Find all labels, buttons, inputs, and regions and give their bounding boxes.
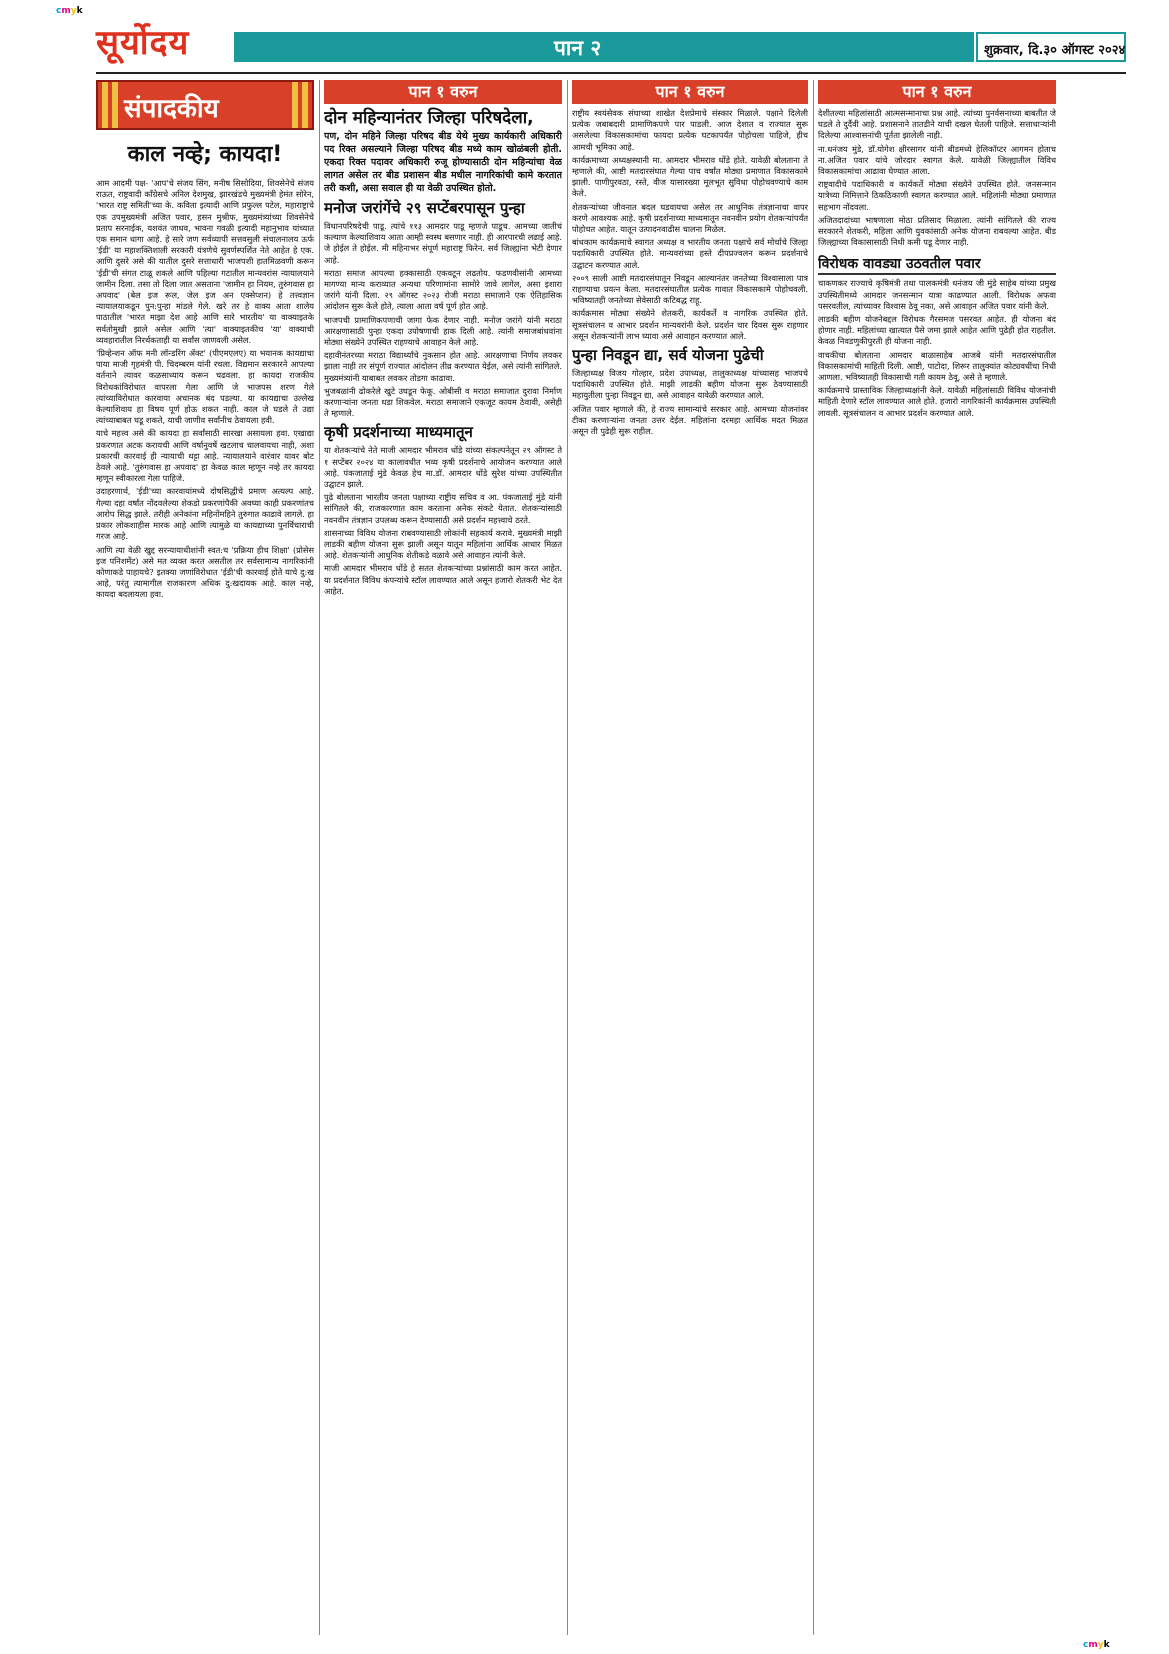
article-paragraph: राष्ट्रीय स्वयंसेवक संघाच्या शाखेत देशप्रेमाचे संस्कार मिळाले. पक्षाने दिलेली प्रत्येक जबाबदारी प्रामाणिकपणे पार पाडली. आज देशात व राज्यात सुरू असलेल्या विकासकामांचा फायदा प्रत्येक घटकापर्यंत पोहोचला पाहिजे, हीच आमची भूमिका आहे. xyxy=(572,108,808,152)
newspaper-logo: सूर्योदय xyxy=(96,23,190,63)
editorial-paragraph: याचे महत्त्व असे की कायदा हा सर्वांसाठी सारखा असायला हवा. एखाद्या प्रकरणात अटक करायची आणि वर्षानुवर्षे खटलाच चालवायचा नाही, अशा प्रकारची कारवाई ही न्यायाची थट्टा आहे. न्यायालयाने वारंवार यावर बोट ठेवले आहे. 'तुरुंगवास हा अपवाद' हा केवळ काल म्हणून नव्हे तर कायदा म्हणून स्वीकारला गेला पाहिजे. xyxy=(96,428,314,484)
editorial-column xyxy=(96,80,314,1635)
editorial-section-banner xyxy=(96,80,314,130)
article-paragraph: राष्ट्रवादीचे पदाधिकारी व कार्यकर्ते मोठ्या संख्येने उपस्थित होते. जनसन्मान यात्रेच्या निमित्ताने ठिकठिकाणी स्वागत करण्यात आले. महिलांनी मोठ्या प्रमाणात सहभाग नोंदवला. xyxy=(818,179,1056,212)
continued-from-page1-tab: पान १ वरुन xyxy=(324,80,562,104)
article-paragraph: कार्यक्रमाचे प्रास्ताविक जिल्हाध्यक्षांनी केले. यावेळी महिलांसाठी विविध योजनांची माहिती देणारे स्टॉल लावण्यात आले होते. हजारो नागरिकांनी कार्यक्रमास उपस्थिती लावली. सूत्रसंचालन व आभार प्रदर्शन करण्यात आले. xyxy=(818,385,1056,418)
cmyk-m: m xyxy=(1088,1640,1098,1650)
article-paragraph: भुजबळांनी ढोकरेले खुटे उघडून फेकू. ओबीसी व मराठा समाजात दुरावा निर्माण करणाऱ्यांना जनता धडा शिकवेल. मराठा समाजाने एकजूट कायम ठेवावी, असेही ते म्हणाले. xyxy=(324,385,562,419)
news-column-3 xyxy=(572,80,808,1635)
header-rule xyxy=(96,72,1126,74)
issue-date: शुक्रवार, दि.३० ऑगस्ट २०२४ xyxy=(976,32,1126,62)
article-headline: कृषी प्रदर्शनाच्या माध्यमातून xyxy=(324,423,473,442)
article-paragraph: अजितदादांच्या भाषणाला मोठा प्रतिसाद मिळाला. त्यांनी सांगितले की राज्य सरकारने शेतकरी, महिला आणि युवकांसाठी अनेक योजना राबवल्या आहेत. बीड जिल्ह्याच्या विकासासाठी निधी कमी पडू देणार नाही. xyxy=(818,214,1056,248)
article-paragraph: दहावीनंतरच्या मराठा विद्यार्थ्यांचे नुकसान होत आहे. आरक्षणाचा निर्णय लवकर झाला नाही तर संपूर्ण राज्यात आंदोलन तीव्र करण्यात येईल, असे त्यांनी सांगितले. मुख्यमंत्र्यांनी याबाबत लवकर तोडगा काढावा. xyxy=(324,350,562,383)
continued-from-page1-tab: पान १ वरुन xyxy=(818,80,1056,104)
article-paragraph: मराठा समाज आपल्या हक्कासाठी एकवटून लढतोय. फडणवीसांनी आमच्या मागण्या मान्य कराव्यात अन्यथा परिणामांना सामोरे जावे लागेल, असा इशारा जरांगे यांनी दिला. २९ ऑगस्ट २०२३ रोजी मराठा समाजाने एक ऐतिहासिक आंदोलन सुरू केले होते, त्याला आता वर्ष पूर्ण होत आहे. xyxy=(324,267,562,312)
cmyk-y: y xyxy=(70,6,77,16)
article-paragraph: लाडकी बहीण योजनेबद्दल विरोधक गैरसमज पसरवत आहेत. ही योजना बंद होणार नाही. महिलांच्या खात्यात पैसे जमा झाले आहेत आणि पुढेही होत राहतील. केवळ निवडणुकीपुरती ही योजना नाही. xyxy=(818,314,1056,347)
article-paragraph: या शेतकऱ्यांचे नेते माजी आमदार भीमराव धोंडे यांच्या संकल्पनेतून २९ ऑगस्ट ते १ सप्टेंबर २०२४ या कालावधीत भव्य कृषी प्रदर्शनाचे आयोजन करण्यात आले आहे. पंकजाताई मुंडे केवळ हेच मा.डॉ. आमदार धोंडे सुरेश यांच्या उपस्थितीत उद्घाटन झाले. xyxy=(324,445,562,490)
article-paragraph: वाचकीचा बोलताना आमदार बाळासाहेब आजबे यांनी मतदारसंघातील विकासकामांची माहिती दिली. आष्टी, पाटोदा, शिरूर तालुक्यांत कोट्यवधींचा निधी आणला. भविष्यातही विकासाची गती कायम ठेवू, असे ते म्हणाले. xyxy=(818,349,1056,383)
article-paragraph: भाजपची प्रामाणिकपणाची जागा फेक देणार नाही. मनोज जरांगे यांनी मराठा आरक्षणासाठी पुन्हा एकदा उपोषणाची हाक दिली आहे. त्यांनी समाजबांधवांना मोठ्या संख्येने उपस्थित राहण्याचे आवाहन केले आहे. xyxy=(324,314,562,348)
article-paragraph: विधानपरिषदेची पाडू. त्यांचे ११३ आमदार पाडू म्हणजे पाडूच. आमच्या जातीचं कल्याण केल्याशिवाय आता आम्ही स्वस्थ बसणार नाही. ही आरपारची लढाई आहे. जे होईल ते होईल. मी महिनाभर संपूर्ण महाराष्ट्र फिरेन. सर्व जिल्ह्यांना भेटी देणार आहे. xyxy=(324,221,562,265)
cmyk-c: c xyxy=(1083,1640,1089,1650)
cmyk-k: k xyxy=(1103,1640,1110,1650)
cmyk-y: y xyxy=(1097,1640,1104,1650)
article-paragraph: अजित पवार म्हणाले की, हे राज्य सामान्यांचे सरकार आहे. आमच्या योजनांवर टीका करणाऱ्यांना जनता उत्तर देईल. महिलांना दरमहा आर्थिक मदत मिळत असून ती पुढेही सुरू राहील. xyxy=(572,403,808,437)
article-paragraph: कार्यक्रमास मोठ्या संख्येने शेतकरी, कार्यकर्ते व नागरिक उपस्थित होते. सूत्रसंचालन व आभार प्रदर्शन मान्यवरांनी केले. प्रदर्शन चार दिवस सुरू राहणार असून शेतकऱ्यांनी लाभ घ्यावा असे आवाहन करण्यात आले. xyxy=(572,308,808,341)
page-bar xyxy=(234,32,974,62)
article-paragraph: २००९ साली आष्टी मतदारसंघातून निवडून आल्यानंतर जनतेच्या विश्वासाला पात्र राहण्याचा प्रयत्न केला. मतदारसंघातील प्रत्येक गावात विकासकामे पोहोचवली. भविष्यातही जनतेच्या सेवेसाठी कटिबद्ध राहू. xyxy=(572,272,808,306)
article-paragraph: चाकणकर राज्याचे कृषिमंत्री तथा पालकमंत्री धनंजय जी मुंडे साहेब यांच्या प्रमुख उपस्थितीमध्ये आमदार जनसन्मान यात्रा काढण्यात आली. विरोधक अफवा पसरवतील, त्यांच्यावर विश्वास ठेवू नका, असे आवाहन अजित पवार यांनी केले. xyxy=(818,278,1056,311)
editorial-paragraph: उदाहरणार्थ, 'ईडी'च्या कारवायांमध्ये दोषसिद्धीचे प्रमाण अत्यल्प आहे. गेल्या दहा वर्षांत नोंदवलेल्या शेकडो प्रकरणांपैकी अवघ्या काही प्रकरणांतच आरोप सिद्ध झाले. तरीही अनेकांना महिनोंमहिने तुरुंगात काढावे लागले. हा प्रकार लोकशाहीस मारक आहे आणि त्यामुळे या कायद्याच्या पुनर्विचाराची गरज आहे. xyxy=(96,486,314,542)
cmyk-k: k xyxy=(76,6,83,16)
article-headline: विरोधक वावड्या उठवतील पवार xyxy=(818,254,1056,275)
article-headline: मनोज जरांगेंचे २९ सप्टेंबरपासून पुन्हा xyxy=(324,199,525,217)
article-paragraph: पुढे बोलताना भारतीय जनता पक्षाच्या राष्ट्रीय सचिव व आ. पंकजाताई मुंडे यांनी सांगितले की, राजकारणात काम करताना अनेक संकटे येतात. शेतकऱ्यांसाठी नवनवीन तंत्रज्ञान उपलब्ध करून देण्यासाठी असे प्रदर्शन महत्त्वाचे ठरते. xyxy=(324,492,562,525)
news-column-2 xyxy=(324,80,562,1635)
cmyk-registration-mark-top xyxy=(56,6,83,16)
page-label: पान २ xyxy=(554,36,602,60)
article-headline: पुन्हा निवडून द्या, सर्व योजना पुढेची xyxy=(572,346,764,365)
article-paragraph: ना.धनंजय मुंडे, डॉ.योगेश क्षीरसागर यांनी बीडमध्ये हेलिकॉप्टर आगमन होताच ना.अजित पवार यांचे जोरदार स्वागत केले. यावेळी जिल्ह्यातील विविध विकासकामांचा आढावा घेण्यात आला. xyxy=(818,143,1056,177)
editorial-paragraph: आम आदमी पक्ष- 'आप'चे संजय सिंग, मनीष सिसोदिया, शिवसेनेचे संजय राऊत, राष्ट्रवादी काँग्रेसचे अनिल देशमुख, झारखंडचे मुख्यमंत्री हेमंत सोरेन, 'भारत राष्ट्र समिती'च्या के. कविता इत्यादी आणि प्रफुल्ल पटेल, महाराष्ट्राचे एक उपमुख्यमंत्री अजित पवार, हसन मुश्रीफ, मुख्यमंत्र्यांच्या शिवसेनेचे प्रताप सरनाईक, यशवंत जाधव, भावना गवळी इत्यादी महानुभाव यांच्यात एक समान धागा आहे. हे सारे जण सर्वव्यापी सत्तवसुली संचालनालय ऊर्फ 'ईडी' या महाशक्तिशाली सरकारी यंत्रणेचे सुवर्णस्पर्शित नेते आहेत हे एक. आणि दुसरे असे की यातील दुसरे सत्ताधारी भाजपशी हातमिळवणी करून 'ईडी'ची संगत टाळू शकले आणि पहिल्या गटातील मान्यवरांस न्यायालयाने जामीन दिला. तसा तो दिला जात असताना 'जामीन हा नियम, तुरुंगवास हा अपवाद' (बेल इज रूल, जेल इज अन एक्सेप्शन) हे तत्त्वज्ञान न्यायालयाकडून पुन:पुन्हा मांडले गेले. खरे तर हे वाक्य आता शालेय पाठातील 'भारत माझा देश आहे आणि सारे भारतीय' या वाक्याइतके सर्वतोमुखी झाले असेल आणि 'त्या' वाक्याइतकीच 'या' वाक्याची व्यवहारातील निरर्थकताही या सर्वांस जाणवली असेल. xyxy=(96,178,314,345)
continued-from-page1-tab: पान १ वरुन xyxy=(572,80,808,104)
article-paragraph: बांधकाम कार्यक्रमाचे स्वागत अध्यक्ष व भारतीय जनता पक्षाचे सर्व मोर्चाचे जिल्हा पदाधिकारी उपस्थित होते. मान्यवरांच्या हस्ते दीपप्रज्वलन करून प्रदर्शनाचे उद्घाटन करण्यात आले. xyxy=(572,237,808,270)
article-deck: पण, दोन महिने जिल्हा परिषद बीड येथे मुख्य कार्यकारी अधिकारी पद रिक्त असल्याने जिल्हा परिषद बीड मध्ये काम खोळंबली होती. एकदा रिक्त पदावर अधिकारी रुजू होण्यासाठी दोन महिन्यांचा वेळ लागत असेल तर बीड प्रशासन बीड मधील नागरिकांची कामे करतात तरी कशी, असा सवाल ही या वेळी उपस्थित होतो. xyxy=(324,131,562,194)
article-headline: दोन महिन्यानंतर जिल्हा परिषदेला, xyxy=(324,108,534,128)
editorial-paragraph: आणि त्या वेळी खुद्द सरन्यायाधीशांनी स्वत:च 'प्रक्रिया हीच शिक्षा' (प्रोसेस इज पनिशमेंट) असे मत व्यक्त करत असतील तर सर्वसामान्य नागरिकांनी कोणाकडे पाहायचे? इतक्या जणांविरोधात 'ईडी'ची कारवाई होते याचे दु:ख आहे, परंतु त्यामागील राजकारण अधिक दु:खदायक आहे. काल नव्हे, कायदा बदलायला हवा. xyxy=(96,544,314,600)
article-paragraph: जिल्हाध्यक्ष विजय गोल्हार, प्रदेश उपाध्यक्ष, तालुकाध्यक्ष यांच्यासह भाजपचे पदाधिकारी उपस्थित होते. माझी लाडकी बहीण योजना सुरू ठेवण्यासाठी महायुतीला पुन्हा निवडून द्या, असे आवाहन यावेळी करण्यात आले. xyxy=(572,368,808,401)
editorial-section-label: संपादकीय xyxy=(124,94,219,124)
column-divider xyxy=(813,80,814,1635)
article-paragraph: माजी आमदार भीमराव धोंडे हे सतत शेतकऱ्यांच्या प्रश्नांसाठी काम करत आहेत. या प्रदर्शनात विविध कंपन्यांचे स्टॉल लावण्यात आले असून हजारो शेतकरी भेट देत आहेत. xyxy=(324,563,562,596)
cmyk-registration-mark-bottom xyxy=(1083,1640,1110,1650)
article-paragraph: देशीतल्या महिलांसाठी आत्मसन्मानाचा प्रश्न आहे. त्यांच्या पुनर्वसनाच्या बाबतीत जे घडले ते दुर्दैवी आहे. प्रशासनाने तातडीने याची दखल घेतली पाहिजे. सत्ताधाऱ्यांनी दिलेल्या आश्वासनांची पूर्तता झालेली नाही. xyxy=(818,108,1056,141)
article-paragraph: शेतकऱ्यांच्या जीवनात बदल घडवायचा असेल तर आधुनिक तंत्रज्ञानाचा वापर करणे आवश्यक आहे. कृषी प्रदर्शनाच्या माध्यमातून नवनवीन प्रयोग शेतकऱ्यांपर्यंत पोहोचत आहेत. यातून उत्पादनवाढीस चालना मिळेल. xyxy=(572,201,808,235)
editorial-title: काल नव्हे; कायदा! xyxy=(127,142,283,167)
news-column-4 xyxy=(818,80,1056,1635)
cmyk-c: c xyxy=(56,6,62,16)
article-paragraph: शासनाच्या विविध योजना राबवण्यासाठी लोकांनी सहकार्य करावे. मुख्यमंत्री माझी लाडकी बहीण योजना सुरू झाली असून यातून महिलांना आर्थिक आधार मिळत आहे. शेतकऱ्यांनी आधुनिक शेतीकडे वळावे असे आवाहन त्यांनी केले. xyxy=(324,527,562,561)
masthead xyxy=(96,24,1126,68)
editorial-paragraph: 'प्रिव्हेन्शन ऑफ मनी लॉन्डरिंग ॲक्ट' (पीएमएलए) या भयानक कायद्याचा पाया माजी गृहमंत्री पी. चिदम्बरम यांनी रचला. विद्यमान सरकारने आपल्या वर्तनाने त्यावर कळसाध्याय करून चढवला. हा कायदा राजकीय विरोधकांविरोधात वापरला गेला आणि जे भाजपस शरण गेले त्यांच्याविरोधात कारवाया अचानक बंद पडल्या. या कायद्याचा उल्लेख केल्याशिवाय हा विषय पूर्ण होऊ शकत नाही. काल जे घडले ते उद्या त्यांच्याबाबत घडू शकते, याची जाणीव सर्वांनीच ठेवायला हवी. xyxy=(96,348,314,426)
cmyk-m: m xyxy=(61,6,71,16)
column-divider xyxy=(319,80,320,1635)
article-paragraph: कार्यक्रमाच्या अध्यक्षस्थानी मा. आमदार भीमराव धोंडे होते. यावेळी बोलताना ते म्हणाले की, आष्टी मतदारसंघात गेल्या पाच वर्षांत मोठ्या प्रमाणात विकासकामे झाली. पाणीपुरवठा, रस्ते, वीज यासारख्या मूलभूत सुविधा पोहोचवण्याचे काम केले. xyxy=(572,154,808,199)
column-divider xyxy=(567,80,568,1635)
